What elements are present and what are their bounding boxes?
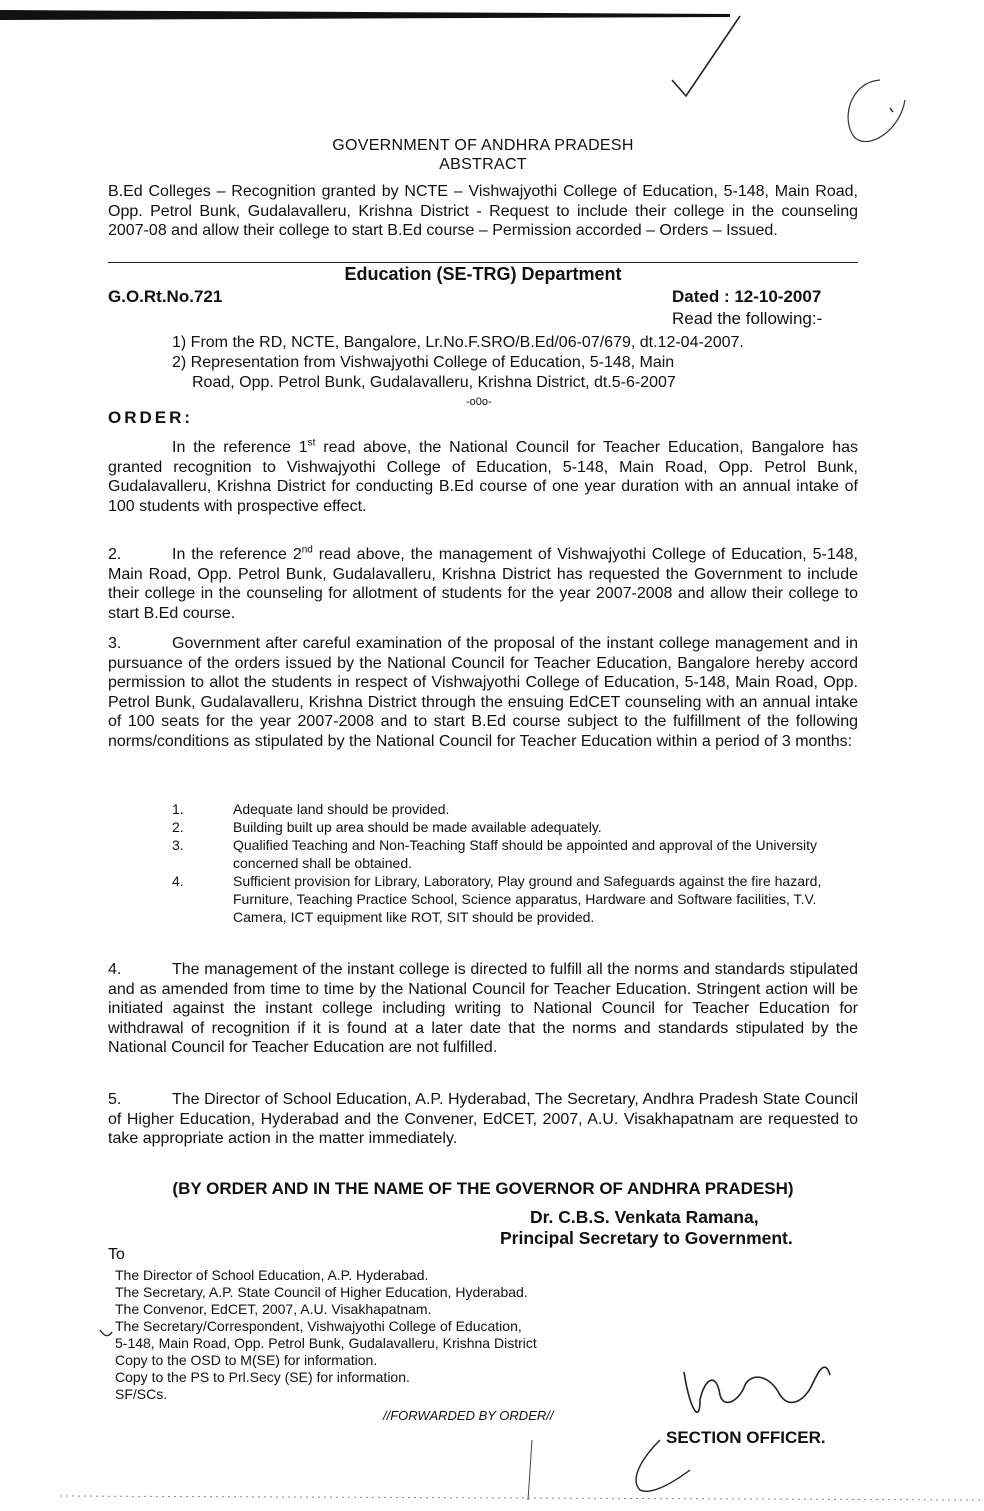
by-order-line: (BY ORDER AND IN THE NAME OF THE GOVERNOR OF ANDHRA PRADESH) (172, 1179, 794, 1198)
subject-rule (108, 262, 858, 263)
condition-item (172, 818, 862, 836)
condition-text: Adequate land should be provided. (233, 801, 450, 817)
reference-2-cont: Road, Opp. Petrol Bunk, Gudalavalleru, Krishna District, dt.5-6-2007 (192, 374, 676, 391)
reference-1: 1) From the RD, NCTE, Bangalore, Lr.No.F.SRO/B.Ed/06-07/679, dt.12-04-2007. (172, 334, 744, 351)
para2-number: 2. (108, 546, 122, 563)
para4-text: The management of the instant college is directed to fulfill all the norms and standards stipulated and as amended from time to time by the National Council for Teacher Education. Stringent action will be initiated against the instant college including writing to National Council for Teacher Education for withdrawal of recognition if it is found at a later date that the norms and standards stipulated by the National Council for Teacher Education are not fulfilled. (108, 961, 858, 1057)
para5-text: The Director of School Education, A.P. Hyderabad, The Secretary, Andhra Pradesh State Council of Higher Education, Hyderabad and the Convener, EdCET, 2007, A.U. Visakhapatnam are requested to take appropriate action in the matter immediately. (108, 1091, 858, 1148)
department-title: Education (SE-TRG) Department (344, 264, 622, 284)
paragraph-3 (108, 634, 858, 752)
govt-heading: GOVERNMENT OF ANDHRA PRADESH (332, 137, 634, 154)
separator: -o0o- (466, 396, 492, 408)
go-number: G.O.Rt.No.721 (108, 287, 223, 306)
para4-number: 4. (108, 961, 122, 978)
condition-number: 1. (172, 801, 184, 817)
order-heading: ORDER: (108, 408, 194, 427)
references-list (172, 333, 862, 393)
reference-2: 2) Representation from Vishwajyothi College of Education, 5-148, Main (172, 354, 675, 371)
paragraph-1 (108, 438, 858, 516)
signatory-title: Principal Secretary to Government. (500, 1228, 793, 1248)
conditions-list (172, 800, 862, 926)
condition-text: Qualified Teaching and Non-Teaching Staff should be appointed and approval of the University concerned shall be obtained. (233, 837, 817, 871)
para2-sup: nd (301, 544, 313, 556)
recipient-item: Copy to the OSD to M(SE) for information. (115, 1352, 378, 1368)
paragraph-4 (108, 960, 858, 1058)
scan-bottom-edge (60, 1496, 980, 1500)
paragraph-5 (108, 1090, 858, 1149)
condition-item (172, 800, 862, 818)
tick-mark (672, 16, 740, 96)
condition-item (172, 872, 862, 926)
circle-scribble (848, 80, 905, 142)
condition-text: Sufficient provision for Library, Laboratory, Play ground and Safeguards against the fire hazard, Furniture, Teaching Practice School, Science apparatus, Hardware and Software facilities, T.V. Camera, ICT equipment like ROT, SIT should be provided. (233, 873, 822, 925)
signatory-name: Dr. C.B.S. Venkata Ramana, (530, 1207, 759, 1227)
para2-pre: In the reference 2 (172, 546, 302, 563)
para3-text: Government after careful examination of the proposal of the instant college management and in pursuance of the orders issued by the National Council for Teacher Education, Bangalore hereby accord permission to allot the students in respect of Vishwajyothi College of Education, 5-148, Main Road, Opp. Petrol Bunk, Gudalavalleru, Krishna District through the ensuing EdCET counseling with an annual intake of 100 seats for the year 2007-2008 and to start B.Ed course subject to the fulfillment of the following norms/conditions as stipulated by the National Council for Teacher Education within a period of 3 months: (108, 635, 858, 750)
condition-number: 2. (172, 819, 184, 835)
signature (684, 1367, 830, 1412)
recipient-item: The Secretary, A.P. State Council of Higher Education, Hyderabad. (115, 1284, 528, 1300)
para1-pre: In the reference 1 (172, 439, 308, 456)
check-mark (100, 1330, 112, 1336)
para1-sup: st (307, 437, 316, 449)
recipient-item: The Secretary/Correspondent, Vishwajyothi College of Education, (115, 1318, 522, 1334)
read-following-label: Read the following:- (672, 309, 823, 328)
subject-text: B.Ed Colleges – Recognition granted by NCTE – Vishwajyothi College of Education, 5-148, Main Road, Opp. Petrol Bunk, Gudalavalleru, Krishna District - Request to include their college in the counseling 2007-08 and allow their college to start B.Ed course – Permission accorded – Orders – Issued. (108, 183, 858, 239)
para1-post: read above, the National Council for Teacher Education, Bangalore has granted recognition to Vishwajyothi College of Education, 5-148, Main Road, Opp. Petrol Bunk, Gudalavalleru, Krishna District for conducting B.Ed course of one year duration with an annual intake of 100 students with prospective effect. (108, 439, 858, 515)
scan-edge-bar (0, 10, 730, 20)
abstract-heading: ABSTRACT (439, 156, 527, 173)
to-label: To (108, 1246, 125, 1263)
paragraph-2 (108, 545, 858, 623)
recipient-item: The Director of School Education, A.P. Hyderabad. (115, 1267, 429, 1283)
condition-number: 4. (172, 873, 184, 889)
go-date: Dated : 12-10-2007 (672, 287, 822, 306)
para3-number: 3. (108, 635, 122, 652)
condition-item (172, 836, 862, 872)
para2-post: read above, the management of Vishwajyothi College of Education, 5-148, Main Road, Opp. Petrol Bunk, Gudalavalleru, Krishna District has requested the Government to include their college in the counseling for allotment of students for the year 2007-2008 and allow their college to start B.Ed course. (108, 546, 858, 622)
recipient-item: 5-148, Main Road, Opp. Petrol Bunk, Gudalavalleru, Krishna District (115, 1335, 537, 1351)
recipient-item: SF/SCs. (115, 1386, 168, 1402)
scribble-dot (890, 108, 893, 112)
stray-line (528, 1440, 532, 1500)
recipient-list (115, 1267, 675, 1403)
condition-number: 3. (172, 837, 184, 853)
forwarded-by-order: //FORWARDED BY ORDER// (383, 1408, 554, 1423)
recipient-item: Copy to the PS to Prl.Secy (SE) for information. (115, 1369, 410, 1385)
recipient-item: The Convenor, EdCET, 2007, A.U. Visakhapatnam. (115, 1301, 432, 1317)
section-officer: SECTION OFFICER. (666, 1428, 826, 1447)
condition-text: Building built up area should be made available adequately. (233, 819, 602, 835)
para5-number: 5. (108, 1091, 122, 1108)
